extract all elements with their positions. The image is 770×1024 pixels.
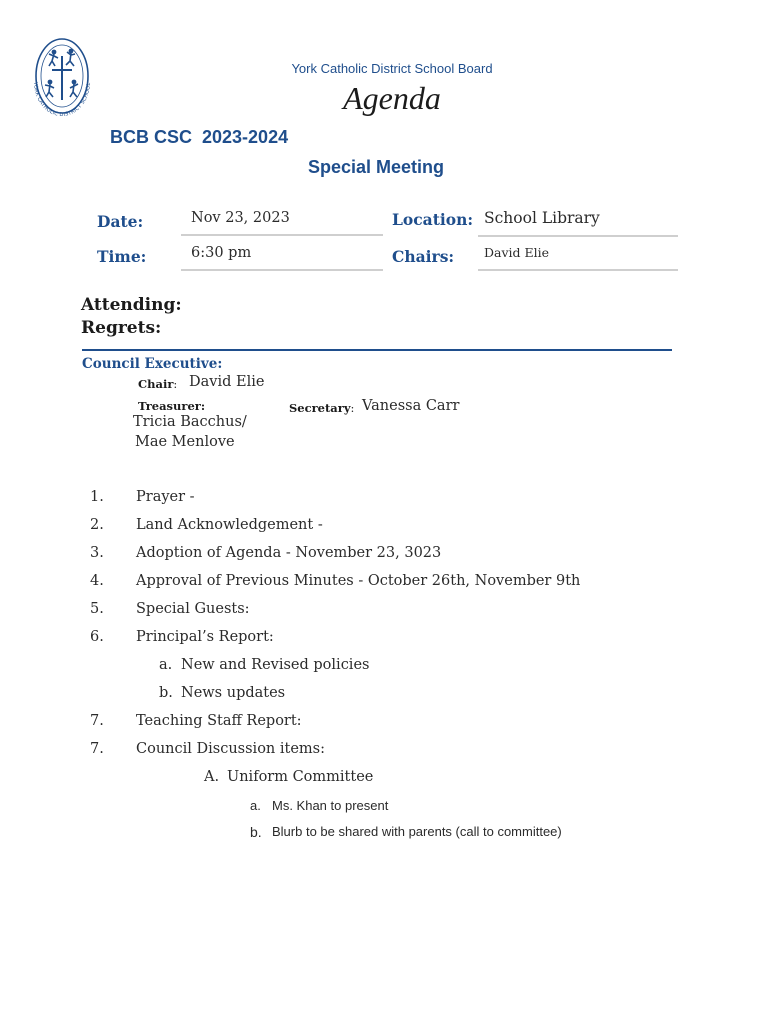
discussion-item-text: Ms. Khan to present <box>272 798 389 813</box>
chair-role <box>138 377 177 391</box>
discussion-sub-letter: A. <box>204 769 220 785</box>
agenda-item-text: Special Guests: <box>136 601 250 617</box>
attending-label: Attending: <box>81 295 182 315</box>
agenda-item-number: 6. <box>90 629 104 645</box>
sub-item-text: New and Revised policies <box>181 657 370 673</box>
agenda-item-text: Adoption of Agenda - November 23, 3023 <box>136 545 442 561</box>
svg-text:YORK CATHOLIC DISTRICT SCHOOL: YORK CATHOLIC DISTRICT SCHOOL <box>31 81 93 119</box>
agenda-item-text: Principal’s Report: <box>136 629 274 645</box>
secretary-role <box>289 401 354 415</box>
treasurer-role: Treasurer: <box>138 399 206 413</box>
council-name: BCB CSC 2023-2024 <box>110 127 289 147</box>
sub-item-letter: b. <box>159 685 173 701</box>
agenda-item-number: 7. <box>90 713 104 729</box>
discussion-item-text: Blurb to be shared with parents (call to committee) <box>272 824 562 839</box>
agenda-item-number: 4. <box>90 573 104 589</box>
agenda-item-number: 7. <box>90 741 104 757</box>
location-label: Location: <box>392 210 474 229</box>
agenda-item-number: 1. <box>90 489 104 505</box>
chairs-label: Chairs: <box>392 247 455 266</box>
agenda-item-text: Council Discussion items: <box>136 741 325 757</box>
executive-heading: Council Executive: <box>82 356 223 372</box>
agenda-item-text: Prayer - <box>136 489 195 505</box>
agenda-item-number: 2. <box>90 517 104 533</box>
discussion-sub-text: Uniform Committee <box>227 769 374 785</box>
agenda-item-text: Approval of Previous Minutes - October 26th, November 9th <box>136 573 581 589</box>
board-name: York Catholic District School Board <box>291 61 493 76</box>
page-title: Agenda <box>343 80 441 116</box>
chair-name: David Elie <box>189 374 265 390</box>
discussion-item-letter: a. <box>250 798 261 813</box>
section-divider <box>82 349 672 351</box>
date-value: Nov 23, 2023 <box>181 210 383 236</box>
chair-role-label: Chair <box>138 377 174 391</box>
agenda-item-number: 3. <box>90 545 104 561</box>
sub-item-text: News updates <box>181 685 286 701</box>
date-label: Date: <box>97 212 144 231</box>
time-value: 6:30 pm <box>181 245 383 271</box>
time-label: Time: <box>97 247 147 266</box>
location-value: School Library <box>478 209 678 237</box>
chairs-value: David Elie <box>478 245 678 271</box>
treasurer-name-line2: Mae Menlove <box>135 434 235 450</box>
agenda-item-text: Teaching Staff Report: <box>136 713 302 729</box>
secretary-role-label: Secretary <box>289 401 351 415</box>
chair-role-colon: : <box>173 377 178 391</box>
meeting-type: Special Meeting <box>308 157 445 177</box>
agenda-item-text: Land Acknowledgement - <box>136 517 323 533</box>
regrets-label: Regrets: <box>81 318 162 338</box>
treasurer-name-line1: Tricia Bacchus/ <box>133 414 247 430</box>
secretary-role-colon: : <box>350 401 355 415</box>
secretary-name: Vanessa Carr <box>362 398 460 414</box>
discussion-item-letter: b. <box>250 824 262 840</box>
agenda-item-number: 5. <box>90 601 104 617</box>
sub-item-letter: a. <box>159 657 173 673</box>
